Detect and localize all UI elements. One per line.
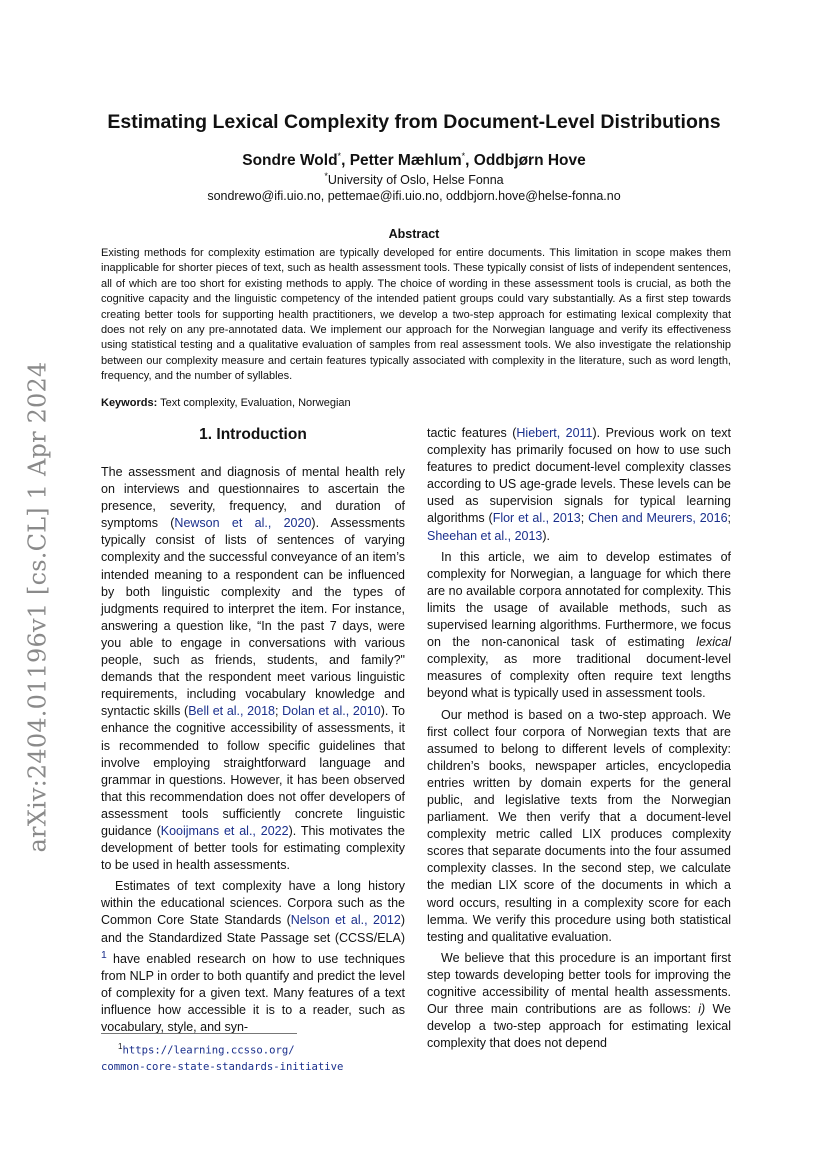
affiliation bbox=[0, 171, 828, 187]
paragraph-text: We develop a two-step approach for estimating lexical complexity that does not depend bbox=[427, 1002, 731, 1051]
author-name: Oddbjørn Hove bbox=[473, 152, 586, 170]
body-paragraph bbox=[101, 878, 405, 1036]
footnote-url-continued[interactable]: common-core-state-standards-initiative bbox=[101, 1060, 344, 1073]
paragraph-text: We believe that this procedure is an important first step towards developing better tools for improving the cognitive accessibility of mental health assessments. Our three main contributions are as follows: bbox=[427, 950, 731, 1017]
keywords-line bbox=[101, 397, 731, 409]
citation-link[interactable]: Chen and Meurers, 2016 bbox=[588, 511, 728, 526]
author-name: Sondre Wold bbox=[242, 152, 338, 170]
paragraph-text: ). Previous work on text complexity has primarily focused on how to use such features to predict document-level complexity classes according to US age-grade levels. These levels can be used as supervision signals for typical learning algorithms ( bbox=[427, 426, 732, 526]
citation-link[interactable]: Nelson et al., 2012 bbox=[290, 913, 401, 928]
emphasis-text: i) bbox=[698, 1002, 706, 1017]
paragraph-text: have enabled research on how to use techniques from NLP in order to both quantify and predict the level of complexity for a given text. Many features of a text influence how accessible it is to a reader, such as vocabulary, style, and syn- bbox=[101, 951, 405, 1035]
paragraph-text: ). Assessments typically consist of lists of sentences of varying complexity and the successful conveyance of an item’s intended meaning to a respondent can be influenced by both linguistic complexity and the types of judgments required to interpret the item. For instance, answering a question like, “In the past 7 days, were you able to engage in conversations with various people, such as friends, students, and family?" demands that the respondent meet various linguistic requirements, including vocabulary knowledge and syntactic skills ( bbox=[101, 516, 405, 719]
body-paragraph bbox=[427, 425, 731, 545]
affiliation-mark: * bbox=[324, 171, 328, 181]
citation-link[interactable]: Kooijmans et al., 2022 bbox=[160, 823, 289, 838]
author-emails: sondrewo@ifi.uio.no, pettemae@ifi.uio.no, oddbjorn.hove@helse-fonna.no bbox=[207, 189, 621, 203]
keywords-label: Keywords: bbox=[101, 397, 158, 409]
body-paragraph bbox=[427, 950, 731, 1053]
arxiv-identifier-stamp bbox=[14, 361, 60, 853]
paragraph-text: ; bbox=[274, 704, 283, 719]
footnote-mark: 1 bbox=[118, 1042, 123, 1051]
citation-link[interactable]: Sheehan et al., 2013 bbox=[427, 528, 543, 543]
paragraph-text: ). This motivates the development of better tools for estimating complexity to be used in health assessments. bbox=[101, 823, 405, 873]
paragraph-text: ; bbox=[580, 511, 589, 526]
footnote-reference[interactable]: 1 bbox=[101, 949, 107, 961]
author-affiliation-mark: * bbox=[337, 151, 342, 161]
paragraph-text: The assessment and diagnosis of mental health rely on interviews and questionnaires to ascertain the presence, severity, frequency, and duration of symptoms ( bbox=[101, 465, 405, 531]
paragraph-text: ). To enhance the cognitive accessibility of assessments, it is recommended to follow specific guidelines that involve employing straightforward language and grammar in questions. However, it has been observed that this recommendation does not offer developers of assessment tools sufficiently concrete linguistic guidance ( bbox=[101, 704, 405, 838]
footnote bbox=[101, 1039, 421, 1075]
emphasis-text: lexical bbox=[696, 635, 731, 650]
paragraph-text: Estimates of text complexity have a long history within the educational sciences. Corpora such as the Common Core State Standards ( bbox=[101, 879, 405, 928]
author-name: Petter Mæhlum bbox=[349, 152, 462, 170]
author-list: Sondre Wold*, Petter Mæhlum*, Oddbjørn Hove bbox=[242, 151, 586, 170]
abstract-text: Existing methods for complexity estimation are typically developed for entire documents. This limitation in scope makes them inapplicable for shorter pieces of text, such as health assessment tools. These typically consist of lists of independent sentences, all of which are too short for existing methods to apply. The choice of wording in these assessment tools is crucial, as both the cognitive capacity and the linguistic competency of the intended patient groups could vary substantially. As a first step towards creating better tools for supporting health practitioners, we develop a two-step approach for estimating lexical complexity that does not rely on any pre-annotated data. We implement our approach for the Norwegian language and verify its effectiveness using statistical testing and a qualitative evaluation of samples from real assessment tools. We also investigate the relationship between our complexity measure and certain features typically associated with complexity in the literature, such as word length, frequency, and the number of syllables. bbox=[101, 247, 731, 383]
affiliation-text: University of Oslo, Helse Fonna bbox=[327, 173, 504, 188]
footnote-url[interactable]: https://learning.ccsso.org/ bbox=[122, 1044, 295, 1057]
arxiv-id-text: arXiv:2404.01196v1 [cs.CL] 1 Apr 2024 bbox=[23, 361, 52, 853]
left-column bbox=[101, 425, 405, 1040]
abstract-heading: Abstract bbox=[388, 227, 440, 241]
paragraph-text: ). bbox=[542, 528, 551, 543]
right-column bbox=[427, 425, 731, 1056]
citation-link[interactable]: Bell et al., 2018 bbox=[188, 704, 275, 719]
body-paragraph bbox=[427, 549, 731, 703]
paragraph-text: complexity, as more traditional document-level measures of complexity often require text lengths beyond what is typically used in assessment tools. bbox=[427, 652, 731, 701]
section-heading-introduction: 1. Introduction bbox=[199, 426, 307, 443]
paragraph-text: In this article, we aim to develop estimates of complexity for Norwegian, a language for which there are no available corpora annotated for complexity. This limits the usage of available methods, such as supervised learning algorithms. Furthermore, we focus on the non-canonical task of estimating bbox=[427, 549, 731, 650]
citation-link[interactable]: Dolan et al., 2010 bbox=[282, 704, 381, 719]
footnote-divider bbox=[101, 1033, 297, 1034]
body-paragraph: Our method is based on a two-step approach. We first collect four corpora of Norwegian texts that are assumed to belong to different levels of complexity: children’s books, newspaper articles, encyclopedia entries written by domain experts for the general public, and legislative texts from the Norwegian parliament. We then verify that a document-level complexity metric called LIX produces complexity scores that separate documents into the four assumed complexity classes. In the second step, we calculate the median LIX score of the documents in which a word occurs, resulting in a complexity score for each lemma. We verify this procedure using both statistical testing and qualitative evaluation. bbox=[427, 707, 731, 944]
footnote-line bbox=[101, 1039, 421, 1059]
citation-link[interactable]: Flor et al., 2013 bbox=[492, 511, 581, 526]
keywords-value: Text complexity, Evaluation, Norwegian bbox=[160, 397, 351, 409]
paragraph-text: ) and the Standardized State Passage set (CCSS/ELA) bbox=[101, 913, 405, 945]
paper-title: Estimating Lexical Complexity from Document-Level Distributions bbox=[107, 111, 721, 133]
citation-link[interactable]: Newson et al., 2020 bbox=[174, 516, 312, 531]
paragraph-text: ; bbox=[727, 511, 731, 526]
citation-link[interactable]: Hiebert, 2011 bbox=[516, 426, 593, 440]
paragraph-text: tactic features ( bbox=[427, 426, 517, 440]
body-paragraph bbox=[101, 464, 405, 874]
author-affiliation-mark: * bbox=[461, 151, 466, 161]
